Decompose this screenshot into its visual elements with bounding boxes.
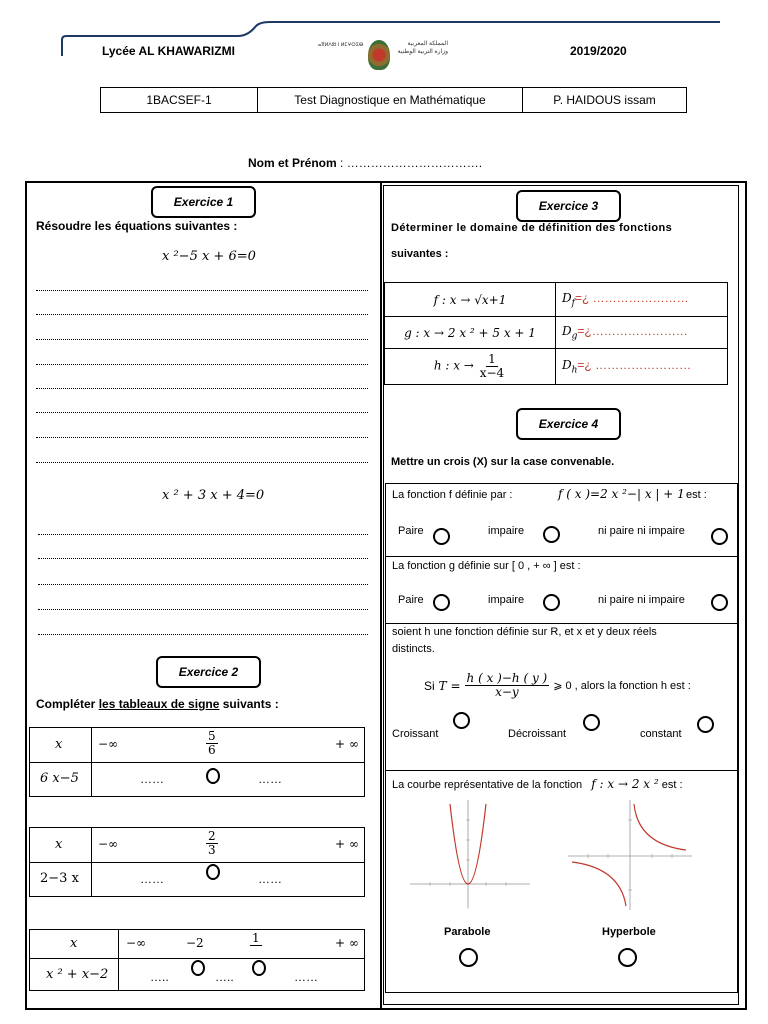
q1-ni-radio[interactable] [711,528,728,545]
q4-hyperbole-radio[interactable] [618,948,637,967]
sign-blank-right[interactable]: …… [258,772,282,786]
emblem: ⴰⴳⵍⴷⵓⵏ ⵏ ⵍⵎⵖⵔⵉⴱ المملكة المغربية وزارة التربية الوطنية [318,40,448,76]
ex1-instruction: Résoudre les équations suivantes : [36,219,238,233]
domain-table [384,282,728,385]
name-dots: : ……………………………. [340,156,483,170]
q2-opt-ni-label: ni paire ni impaire [598,594,685,606]
exercice-4-title: Exercice 4 [516,408,621,440]
domain-h[interactable]: $D_h=¿$ …………………… [556,349,728,385]
name-field[interactable] [248,156,482,170]
q3-opt-constant-label: constant [640,728,682,740]
school-year: 2019/2020 [570,44,627,58]
hyperbola-branch-positive [634,804,686,850]
column-divider [380,181,382,1008]
zero-marker[interactable] [191,960,205,976]
hyperbola-graph [568,800,692,910]
q2-opt-impaire-label: impaire [488,594,525,606]
minus-infinity: −∞ [126,936,147,950]
sign-blank-left[interactable]: …… [140,772,164,786]
q3-line1: soient h une fonction définie sur R, et x et y deux réels [392,626,657,638]
ex2-instruction: Compléter les tableaux de signe suivants : [36,697,279,711]
function-g: g : x → 2 x ² + 5 x + 1 [385,317,556,349]
answer-line[interactable] [36,437,368,438]
sign-table-3 [29,929,365,991]
q3-line2: distincts. [392,643,435,655]
q2-paire-radio[interactable] [433,594,450,611]
exercice-3-title: Exercice 3 [516,190,621,222]
answer-line[interactable] [38,558,368,559]
critical-value-2: 1 [252,931,260,945]
q3-opt-decroissant-label: Décroissant [508,728,567,740]
answer-line[interactable] [36,364,368,365]
q3-constant-radio[interactable] [697,716,714,733]
sign-table-2 [29,827,365,897]
zero-marker[interactable] [206,768,220,784]
name-label: Nom et Prénom [248,156,337,170]
answer-line[interactable] [36,412,368,413]
minus-infinity: −∞ [98,737,119,751]
table-var: x [55,837,63,852]
function-f: f : x → √x+1 [385,283,556,317]
ex1-equation-1: x ²−5 x + 6=0 [162,249,256,264]
critical-value: $\frac{5}{6}$ [208,729,216,757]
q2-ni-radio[interactable] [711,594,728,611]
exercice-2-title: Exercice 2 [156,656,261,688]
q1-opt-ni-label: ni paire ni impaire [598,525,685,537]
q3-opt-croissant-label: Croissant [392,728,439,740]
q2-impaire-radio[interactable] [543,594,560,611]
q2-text: La fonction g définie sur [ 0 , + ∞ ] est : [392,560,581,572]
answer-line[interactable] [36,314,368,315]
parabola-graph [410,800,530,910]
zero-marker[interactable] [252,960,266,976]
ex1-equation-2: x ² + 3 x + 4=0 [162,488,265,503]
answer-line[interactable] [38,534,368,535]
q1-est: est : [686,489,707,501]
domain-g[interactable]: $D_g=¿\dots\dots\dots\dots\dots\dots\dots\dots$ [556,317,728,349]
table-expression: 6 x−5 [40,771,79,786]
sign-table-1 [29,727,365,797]
plus-infinity: + ∞ [335,737,359,751]
test-title-cell: Test Diagnostique en Mathématique [258,88,523,113]
q3-condition: Si T = $\frac{h ( x )-h ( y )}{x-y}$ ⩾ 0 , alors la fonction h est : [424,671,691,699]
sign-blank-left[interactable]: …… [140,872,164,886]
q4-opt-hyperbole-label: Hyperbole [602,926,656,938]
sign-blank-3[interactable]: …… [294,970,318,984]
q4-opt-parabole-label: Parabole [444,926,491,938]
sign-blank-1[interactable]: ….. [150,970,169,984]
plus-infinity: + ∞ [335,936,359,950]
school-name: Lycée AL KHAWARIZMI [102,44,235,58]
table-expression: 2−3 x [40,871,79,886]
function-h: h : x → $\frac{1}{x-4}$ [385,349,556,385]
answer-line[interactable] [36,339,368,340]
answer-line[interactable] [38,609,368,610]
q1-opt-impaire-label: impaire [488,525,525,537]
critical-value: $\frac{2}{3}$ [208,829,216,857]
critical-value-1: −2 [186,936,204,950]
q4-parabole-radio[interactable] [459,948,478,967]
hyperbola-branch-negative [572,862,626,906]
table-expression: x ² + x−2 [46,967,109,982]
q1-paire-radio[interactable] [433,528,450,545]
q3-croissant-radio[interactable] [453,712,470,729]
q1-impaire-radio[interactable] [543,526,560,543]
sign-blank-right[interactable]: …… [258,872,282,886]
q1-formula: f ( x )=2 x ²−| x | + 1 [558,487,685,501]
plus-infinity: + ∞ [335,837,359,851]
sign-blank-2[interactable]: ….. [215,970,234,984]
q2-opt-paire-label: Paire [398,594,424,606]
answer-line[interactable] [38,634,368,635]
table-var: x [55,737,63,752]
zero-marker[interactable] [206,864,220,880]
table-var: x [70,936,78,951]
header-info-table [100,87,687,113]
q3-decroissant-radio[interactable] [583,714,600,731]
q1-opt-paire-label: Paire [398,525,424,537]
answer-line[interactable] [38,584,368,585]
answer-line[interactable] [36,290,368,291]
ex3-instruction-line2: suivantes : [391,248,449,260]
answer-line[interactable] [36,388,368,389]
q4-text: La courbe représentative de la fonction f : x → 2 x ² est : [392,777,683,791]
ex4-instruction: Mettre un crois (X) sur la case convenable. [391,456,615,468]
minus-infinity: −∞ [98,837,119,851]
class-cell: 1BACSEF-1 [101,88,258,113]
coat-of-arms-icon [368,40,390,70]
exercice-1-title: Exercice 1 [151,186,256,218]
teacher-cell: P. HAIDOUS issam [523,88,687,113]
domain-f[interactable]: $D_f=¿$ …………………… [556,283,728,317]
q1-text: La fonction f définie par : [392,489,513,501]
ex3-instruction-line1: Déterminer le domaine de définition des fonctions [391,222,673,234]
answer-line[interactable] [36,462,368,463]
